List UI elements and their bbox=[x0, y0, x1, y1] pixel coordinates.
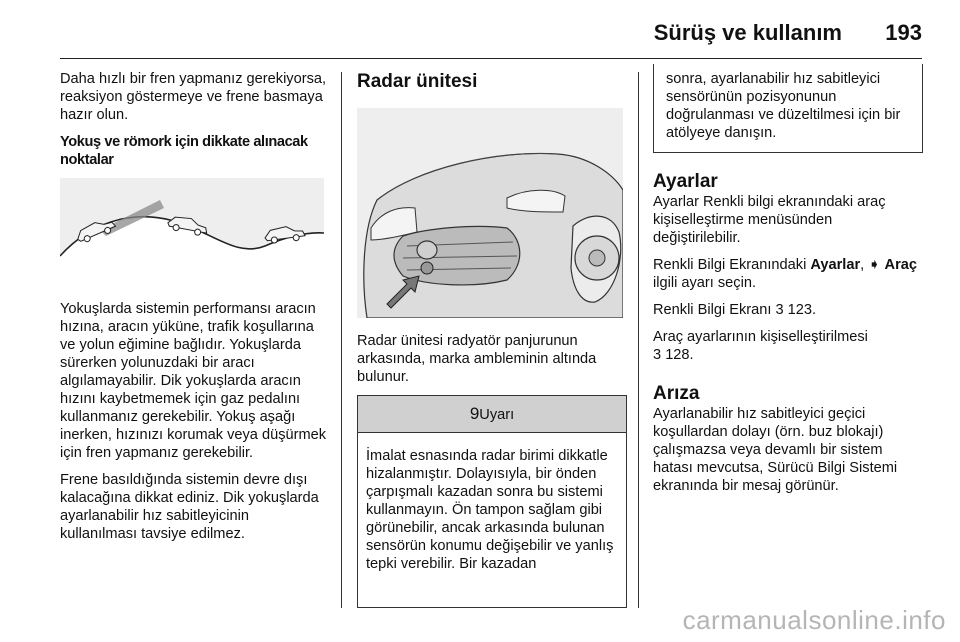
reference-2 bbox=[653, 328, 923, 364]
settings-path-paragraph: Renkli Bilgi Ekranındaki Ayarlar, ➧ Araç ilgili ayarı seçin. bbox=[653, 257, 917, 291]
reference-1-page: 123. bbox=[787, 302, 817, 318]
reference-2-page: 128. bbox=[665, 347, 694, 363]
warning-header bbox=[358, 396, 626, 433]
reference-2-text: Araç ayarlarının kişiselleştirilmesi bbox=[653, 329, 868, 345]
fault-heading: Arıza bbox=[653, 383, 700, 404]
radar-car-illustration bbox=[357, 108, 623, 318]
warning-text: İmalat esnasında radar birimi dikkatle hizalanmıştır. Dolayısıyla, bir önden çarpışmalı kazadan sonra bu sistemi kullanmayın. Ön tampon sağlam gibi görünebilir, ancak arkasında bulunan sensörün konumu değişebilir ve yanlış tepki verebilir. Bir kazadan bbox=[366, 448, 614, 572]
warning-title: Uyarı bbox=[479, 407, 515, 423]
arrow-icon: ➧ bbox=[868, 257, 881, 273]
reference-1 bbox=[653, 301, 923, 319]
brake-paragraph: Frene basıldığında sistemin devre dışı kalacağına dikkat ediniz. Dik yokuşlarda ayarlanabilir hız sabitleyicinin kullanılması tavsiye edilmez. bbox=[60, 472, 319, 542]
settings-path-suffix: ilgili ayarı seçin. bbox=[653, 275, 757, 291]
header-rule bbox=[60, 58, 922, 59]
radar-caption: Radar ünitesi radyatör panjurunun arkasında, marka ambleminin altında bulunur. bbox=[357, 333, 597, 385]
warning-icon: 9 bbox=[469, 404, 480, 423]
column-2 bbox=[357, 70, 627, 608]
column-divider-1 bbox=[341, 72, 342, 608]
settings-menu-label: Ayarlar bbox=[810, 257, 861, 273]
page-header bbox=[60, 20, 922, 50]
warning-continuation-text: sonra, ayarlanabilir hız sabitleyici sensörünün pozisyonunun doğrulanması ve düzeltilmesi için bir atölyeye danışın. bbox=[666, 71, 901, 141]
page-number: 193 bbox=[885, 20, 922, 45]
warning-continuation-box bbox=[653, 64, 923, 153]
column-3 bbox=[653, 70, 923, 504]
radar-unit-heading: Radar ünitesi bbox=[357, 71, 478, 92]
car-front-illustration bbox=[357, 108, 623, 318]
vehicle-menu-label: Araç bbox=[884, 257, 917, 273]
reference-1-text: Renkli Bilgi Ekranı bbox=[653, 302, 772, 318]
hill-illustration bbox=[60, 178, 324, 284]
header-title: Sürüş ve kullanım bbox=[653, 20, 842, 45]
settings-heading: Ayarlar bbox=[653, 171, 718, 192]
settings-path-prefix: Renkli Bilgi Ekranındaki bbox=[653, 257, 807, 273]
page-reference-icon: 3 bbox=[775, 302, 784, 318]
hill-trailer-subheading: Yokuş ve römork için dikkate alınacak noktalar bbox=[60, 134, 308, 168]
hill-performance-paragraph: Yokuşlarda sistemin performansı aracın hızına, aracın yüküne, trafik koşullarına ve yolun eğimine bağlıdır. Yokuşlarda sürerken yolunuzdaki bir aracı algılamayabilir. Dik yokuşlarda aracın hızını kaybetmemek için gaz pedalını kullanmanız gerekebilir. Yokuş aşağı inerken, hızınızı korumak veya düşürmek için fren yapmanız gerekebilir. bbox=[60, 301, 327, 461]
column-1 bbox=[60, 70, 328, 552]
column-divider-2 bbox=[638, 72, 639, 608]
fault-paragraph: Ayarlanabilir hız sabitleyici geçici koşullardan dolayı (örn. buz blokajı) çalışmazsa veya devamlı bir sistem hatası mevcutsa, Sürücü Bilgi Sistemi ekranında bir mesaj görünür. bbox=[653, 406, 898, 494]
settings-paragraph: Ayarlar Renkli bilgi ekranındaki araç kişiselleştirme menüsünden değiştirilebilir. bbox=[653, 194, 886, 246]
page-reference-icon: 3 bbox=[653, 347, 662, 363]
watermark: carmanualsonline.info bbox=[682, 605, 946, 635]
intro-paragraph: Daha hızlı bir fren yapmanız gerekiyorsa, reaksiyon göstermeye ve frene basmaya hazır olun. bbox=[60, 71, 327, 123]
hill-cars-illustration bbox=[60, 178, 324, 284]
warning-box bbox=[357, 395, 627, 608]
